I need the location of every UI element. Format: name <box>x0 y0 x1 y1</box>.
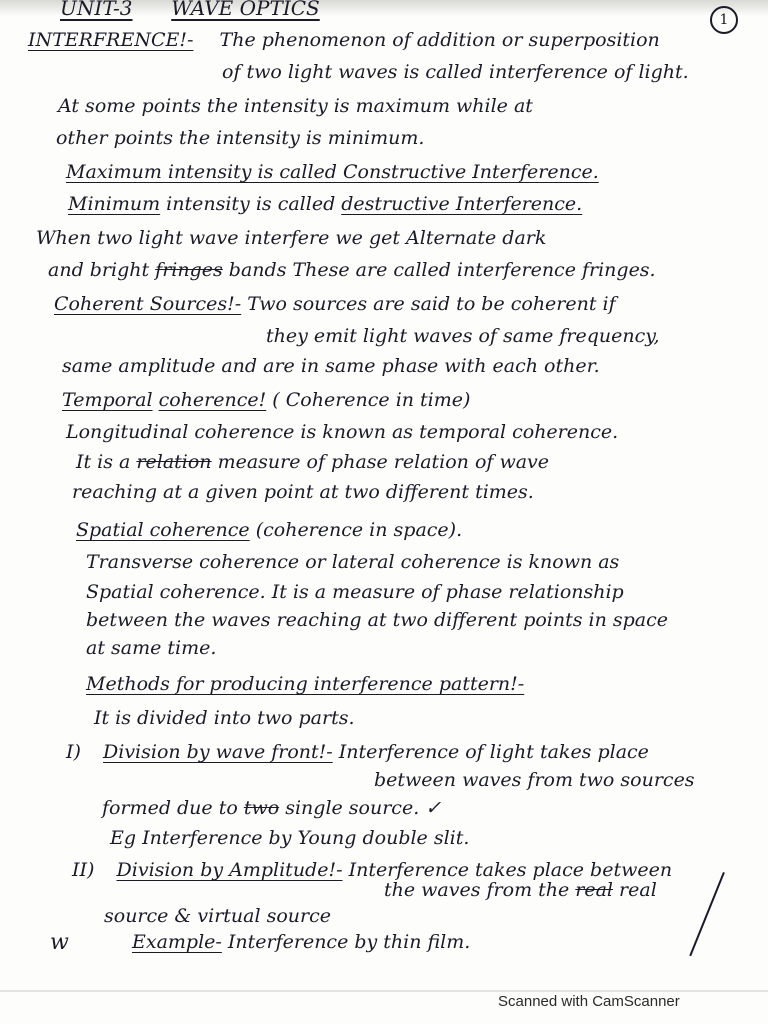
coherent-heading: Coherent Sources!- <box>54 293 242 315</box>
temporal-heading: Temporal coherence! ( Coherence in time) <box>62 389 471 411</box>
amplitude-numeral: II) <box>72 859 95 881</box>
spatial-line-2: Spatial coherence. It is a measure of phase relationship <box>86 581 624 603</box>
scanner-watermark: Scanned with CamScanner <box>498 993 680 1010</box>
temporal-line-3: reaching at a given point at two different times. <box>72 481 534 503</box>
methods-line-1: It is divided into two parts. <box>94 707 355 729</box>
margin-mark: w <box>50 930 69 955</box>
wavefront-example: Eg Interference by Young double slit. <box>110 827 470 849</box>
unit-label: UNIT-3 <box>60 0 133 20</box>
temporal-line-1: Longitudinal coherence is known as temporal coherence. <box>66 421 619 443</box>
destructive-term: destructive Interference. <box>341 193 583 215</box>
page-bottom-edge <box>0 990 768 992</box>
wavefront-heading: Division by wave front!- <box>103 741 333 763</box>
coherent-def-line-2: they emit light waves of same frequency, <box>266 325 660 347</box>
temporal-line-2: It is a relation measure of phase relation of wave <box>76 451 550 473</box>
spatial-line-3: between the waves reaching at two different points in space <box>86 609 669 631</box>
fringes-line-2: and bright fringes bands These are called interference fringes. <box>48 259 656 281</box>
spatial-heading: Spatial coherence (coherence in space). <box>76 519 463 541</box>
amplitude-heading: Division by Amplitude!- <box>116 859 343 881</box>
interference-heading: INTERFRENCE!- <box>28 29 194 51</box>
amplitude-example: Example- Interference by thin film. <box>132 931 471 953</box>
amplitude-def-line-2: the waves from the real real <box>384 879 657 901</box>
constructive-term: Constructive Interference. <box>342 161 599 183</box>
wavefront-def-line-3: formed due to two single source. ✓ <box>102 797 442 819</box>
coherent-def-line-3: same amplitude and are in same phase with each other. <box>62 355 600 377</box>
margin-stroke <box>689 872 725 956</box>
intensity-line-2: other points the intensity is minimum. <box>56 127 425 149</box>
page-number: 1 <box>710 6 738 34</box>
topic-title: WAVE OPTICS <box>171 0 320 20</box>
destructive-line: Minimum intensity is called destructive Interference. <box>68 193 583 215</box>
tick-mark: ✓ <box>425 797 442 819</box>
wavefront-numeral: I) <box>66 741 81 763</box>
constructive-line: Maximum intensity is called Constructive Interference. <box>66 161 599 183</box>
wavefront-def-line-2: between waves from two sources <box>374 769 695 791</box>
intensity-line-1: At some points the intensity is maximum while at <box>58 95 533 117</box>
amplitude-def-line-3: source & virtual source <box>104 905 331 927</box>
methods-heading: Methods for producing interference pattern!- <box>86 673 525 695</box>
spatial-line-4: at same time. <box>86 637 217 659</box>
wavefront-def-line-1: I) Division by wave front!- Interference of light takes place <box>66 741 649 763</box>
unit-title <box>60 0 320 20</box>
spatial-line-1: Transverse coherence or lateral coherence is known as <box>86 551 620 573</box>
coherent-def-line-1: Coherent Sources!- Two sources are said to be coherent if <box>54 293 616 315</box>
amplitude-def-line-1: II) Division by Amplitude!- Interference takes place between <box>72 859 673 881</box>
interference-def-line-2: of two light waves is called interference of light. <box>222 61 689 83</box>
fringes-line-1: When two light wave interfere we get Alternate dark <box>36 227 547 249</box>
interference-def-line-1: INTERFRENCE!- The phenomenon of addition or superposition <box>28 29 660 51</box>
